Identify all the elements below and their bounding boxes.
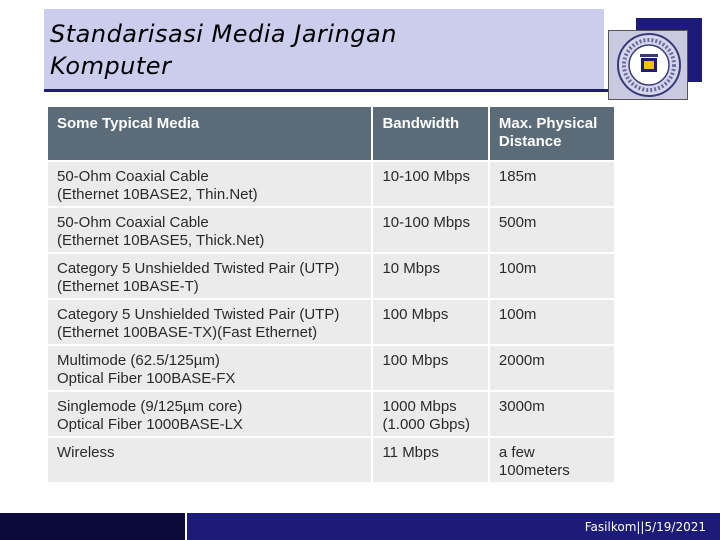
bandwidth-cell: 10-100 Mbps bbox=[373, 162, 487, 206]
table-row bbox=[48, 346, 614, 390]
bandwidth-cell: 1000 Mbps (1.000 Gbps) bbox=[373, 392, 487, 436]
table-row bbox=[48, 162, 614, 206]
distance-cell: 100m bbox=[490, 254, 614, 298]
bandwidth-cell: 10 Mbps bbox=[373, 254, 487, 298]
media-cell: Category 5 Unshielded Twisted Pair (UTP) (Ethernet 100BASE-TX)(Fast Ethernet) bbox=[48, 300, 371, 344]
title-underline bbox=[44, 89, 616, 92]
bandwidth-cell: 100 Mbps bbox=[373, 300, 487, 344]
media-cell: 50-Ohm Coaxial Cable (Ethernet 10BASE5, Thick.Net) bbox=[48, 208, 371, 252]
table-row bbox=[48, 438, 614, 482]
distance-cell: 100m bbox=[490, 300, 614, 344]
header-media: Some Typical Media bbox=[48, 107, 371, 160]
bandwidth-cell: 100 Mbps bbox=[373, 346, 487, 390]
distance-cell: 2000m bbox=[490, 346, 614, 390]
university-seal-icon bbox=[614, 30, 684, 100]
table-row bbox=[48, 392, 614, 436]
header-bandwidth: Bandwidth bbox=[373, 107, 487, 160]
table-row bbox=[48, 254, 614, 298]
distance-cell: 500m bbox=[490, 208, 614, 252]
media-cell: Category 5 Unshielded Twisted Pair (UTP) (Ethernet 10BASE-T) bbox=[48, 254, 371, 298]
footer-bar-left bbox=[0, 513, 185, 540]
media-cell: 50-Ohm Coaxial Cable (Ethernet 10BASE2, Thin.Net) bbox=[48, 162, 371, 206]
slide-title: Standarisasi Media Jaringan Komputer bbox=[50, 20, 397, 80]
media-cell: Wireless bbox=[48, 438, 371, 482]
distance-cell: a few 100meters bbox=[490, 438, 614, 482]
media-table bbox=[46, 105, 616, 484]
bandwidth-cell: 10-100 Mbps bbox=[373, 208, 487, 252]
media-cell: Singlemode (9/125µm core) Optical Fiber 1000BASE-LX bbox=[48, 392, 371, 436]
header-max-distance: Max. Physical Distance bbox=[490, 107, 614, 160]
distance-cell: 3000m bbox=[490, 392, 614, 436]
footer-text: Fasilkom||5/19/2021 bbox=[584, 520, 706, 534]
table-row bbox=[48, 208, 614, 252]
media-cell: Multimode (62.5/125µm) Optical Fiber 100BASE-FX bbox=[48, 346, 371, 390]
table-row bbox=[48, 300, 614, 344]
bandwidth-cell: 11 Mbps bbox=[373, 438, 487, 482]
distance-cell: 185m bbox=[490, 162, 614, 206]
table-header-row bbox=[48, 107, 614, 160]
